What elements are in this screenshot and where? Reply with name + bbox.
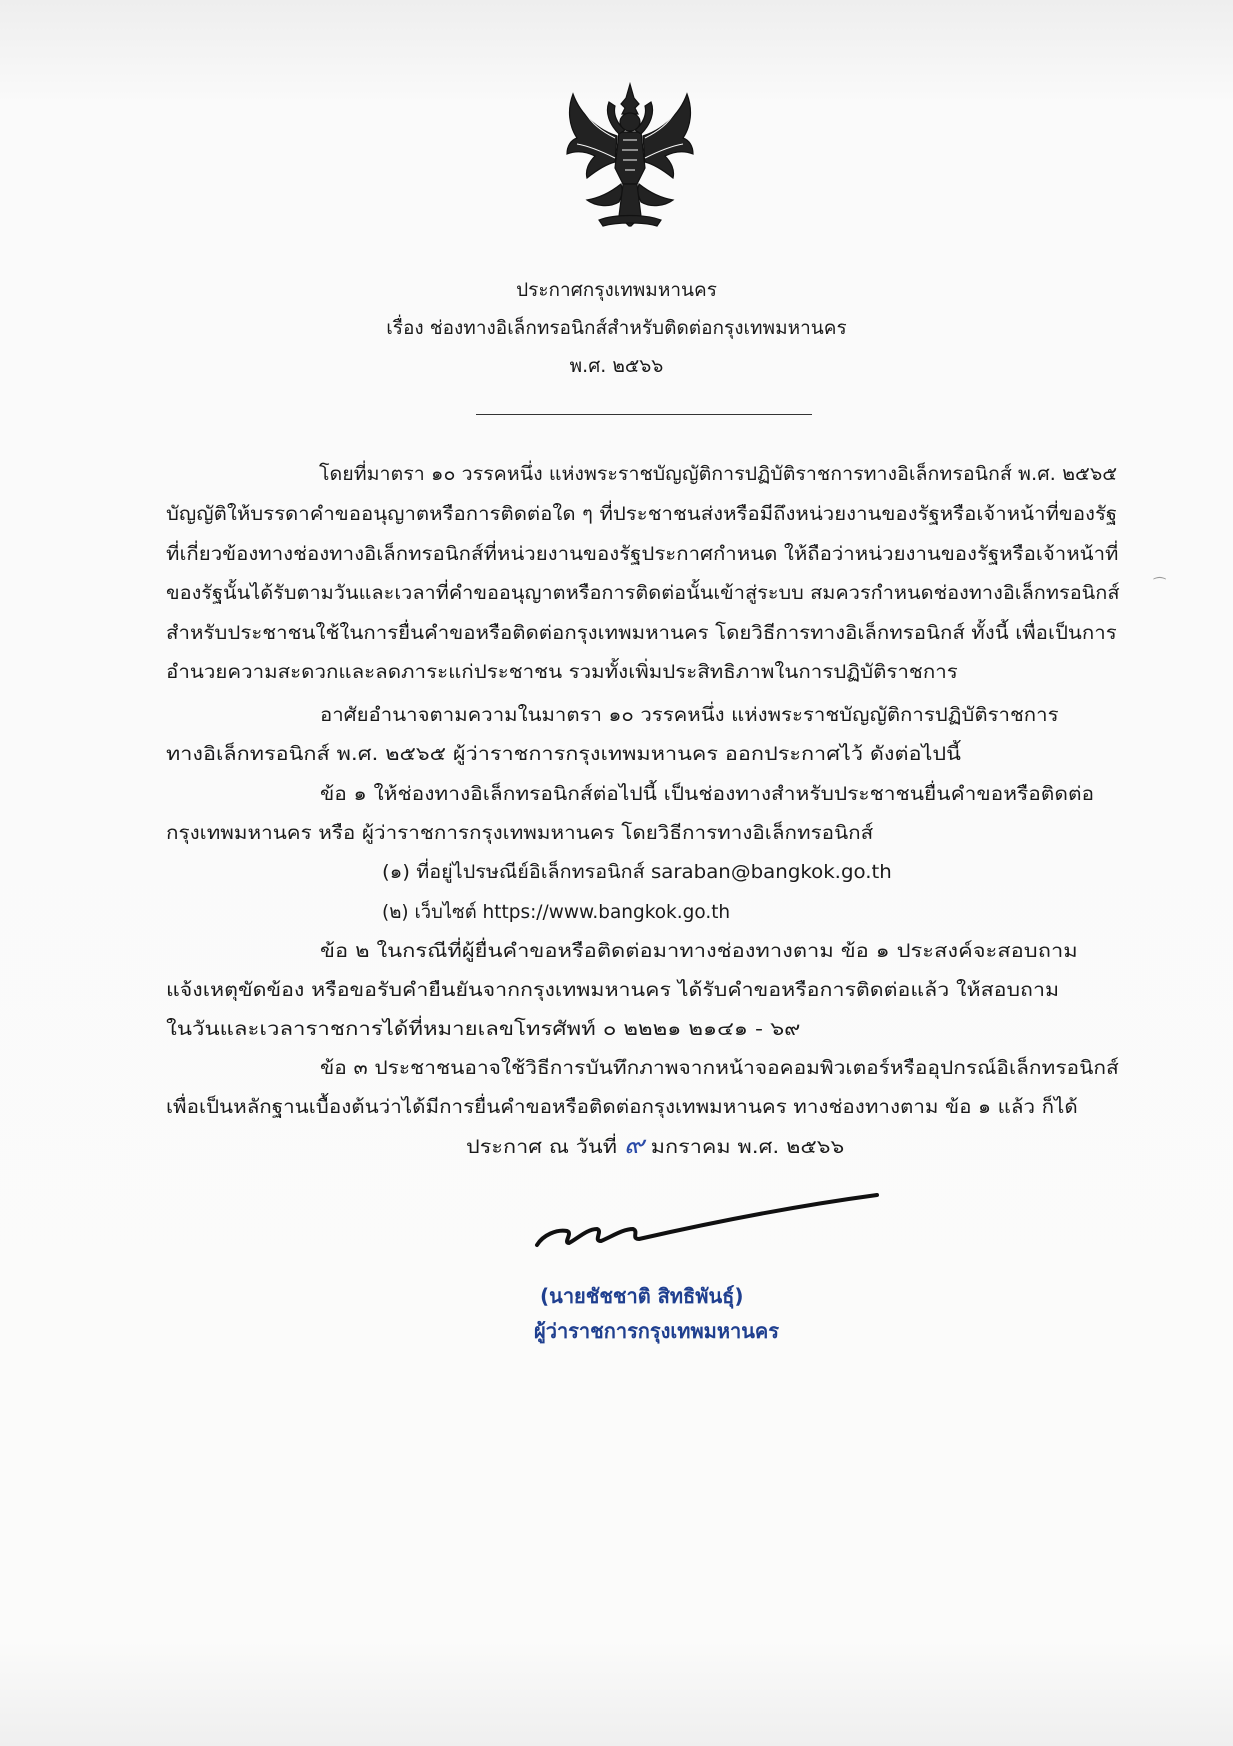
clause-1-line: ข้อ ๑ ให้ช่องทางอิเล็กทรอนิกส์ต่อไปนี้ เป็นช่องทางสำหรับประชาชนยื่นคำขอหรือติดต่อ xyxy=(320,783,1095,805)
body-line: อำนวยความสะดวกและลดภาระแก่ประชาชน รวมทั้งเพิ่มประสิทธิภาพในการปฏิบัติราชการ xyxy=(166,661,958,683)
scan-mark: ⁀ xyxy=(1154,578,1166,594)
date-suffix: มกราคม พ.ศ. ๒๕๖๖ xyxy=(650,1136,845,1158)
announce-date xyxy=(466,1130,844,1162)
divider xyxy=(476,414,812,415)
announcement-year: พ.ศ. ๒๕๖๖ xyxy=(569,355,664,377)
body-line: ของรัฐนั้นได้รับตามวันและเวลาที่คำขออนุญาตหรือการติดต่อนั้นเข้าสู่ระบบ สมควรกำหนดช่องทางอิเล็กทรอนิกส์ xyxy=(166,582,1120,604)
announcement-subject: เรื่อง ช่องทางอิเล็กทรอนิกส์สำหรับติดต่อกรุงเทพมหานคร xyxy=(386,317,847,339)
body-line: บัญญัติให้บรรดาคำขออนุญาตหรือการติดต่อใด ๆ ที่ประชาชนส่งหรือมีถึงหน่วยงานของรัฐหรือเจ้าหน้าที่ของรัฐ xyxy=(166,503,1118,525)
announcement-title: ประกาศกรุงเทพมหานคร xyxy=(516,279,717,301)
handwritten-day: ๙ xyxy=(623,1131,644,1159)
clause-1-line: กรุงเทพมหานคร หรือ ผู้ว่าราชการกรุงเทพมหานคร โดยวิธีการทางอิเล็กทรอนิกส์ xyxy=(166,822,874,844)
handwritten-signature xyxy=(533,1183,880,1258)
body-line: สำหรับประชาชนใช้ในการยื่นคำขอหรือติดต่อกรุงเทพมหานคร โดยวิธีการทางอิเล็กทรอนิกส์ ทั้งนี้ เพื่อเป็นการ xyxy=(166,622,1117,644)
clause-3-line: ข้อ ๓ ประชาชนอาจใช้วิธีการบันทึกภาพจากหน้าจอคอมพิวเตอร์หรืออุปกรณ์อิเล็กทรอนิกส์ xyxy=(320,1057,1119,1079)
body-line: ที่เกี่ยวข้องทางช่องทางอิเล็กทรอนิกส์ที่หน่วยงานของรัฐประกาศกำหนด ให้ถือว่าหน่วยงานของรัฐหรือเจ้าหน้าที่ xyxy=(166,543,1119,565)
signer-title: ผู้ว่าราชการกรุงเทพมหานคร xyxy=(534,1319,780,1343)
body-line: ทางอิเล็กทรอนิกส์ พ.ศ. ๒๕๖๕ ผู้ว่าราชการกรุงเทพมหานคร ออกประกาศไว้ ดังต่อไปนี้ xyxy=(166,743,961,765)
signer-name: (นายชัชชาติ สิทธิพันธุ์) xyxy=(540,1284,744,1308)
website-channel: (๒) เว็บไซต์ https://www.bangkok.go.th xyxy=(382,901,731,923)
clause-3-line: เพื่อเป็นหลักฐานเบื้องต้นว่าได้มีการยื่นคำขอหรือติดต่อกรุงเทพมหานคร ทางช่องทางตาม ข้อ ๑ แล้ว ก็ได้ xyxy=(166,1096,1078,1118)
phone-line: ในวันและเวลาราชการได้ที่หมายเลขโทรศัพท์ ๐ ๒๒๒๑ ๒๑๔๑ - ๖๙ xyxy=(166,1018,801,1040)
clause-2-line: แจ้งเหตุขัดข้อง หรือขอรับคำยืนยันจากกรุงเทพมหานคร ได้รับคำขอหรือการติดต่อแล้ว ให้สอบถาม xyxy=(166,979,1060,1001)
body-line: อาศัยอำนาจตามความในมาตรา ๑๐ วรรคหนึ่ง แห่งพระราชบัญญัติการปฏิบัติราชการ xyxy=(320,704,1059,726)
garuda-emblem-icon xyxy=(559,80,701,232)
date-prefix: ประกาศ ณ วันที่ xyxy=(466,1136,617,1158)
body-line: โดยที่มาตรา ๑๐ วรรคหนึ่ง แห่งพระราชบัญญัติการปฏิบัติราชการทางอิเล็กทรอนิกส์ พ.ศ. ๒๕๖๕ xyxy=(319,463,1118,485)
email-channel: (๑) ที่อยู่ไปรษณีย์อิเล็กทรอนิกส์ saraban@bangkok.go.th xyxy=(382,861,892,883)
clause-2-line: ข้อ ๒ ในกรณีที่ผู้ยื่นคำขอหรือติดต่อมาทางช่องทางตาม ข้อ ๑ ประสงค์จะสอบถาม xyxy=(320,940,1078,962)
